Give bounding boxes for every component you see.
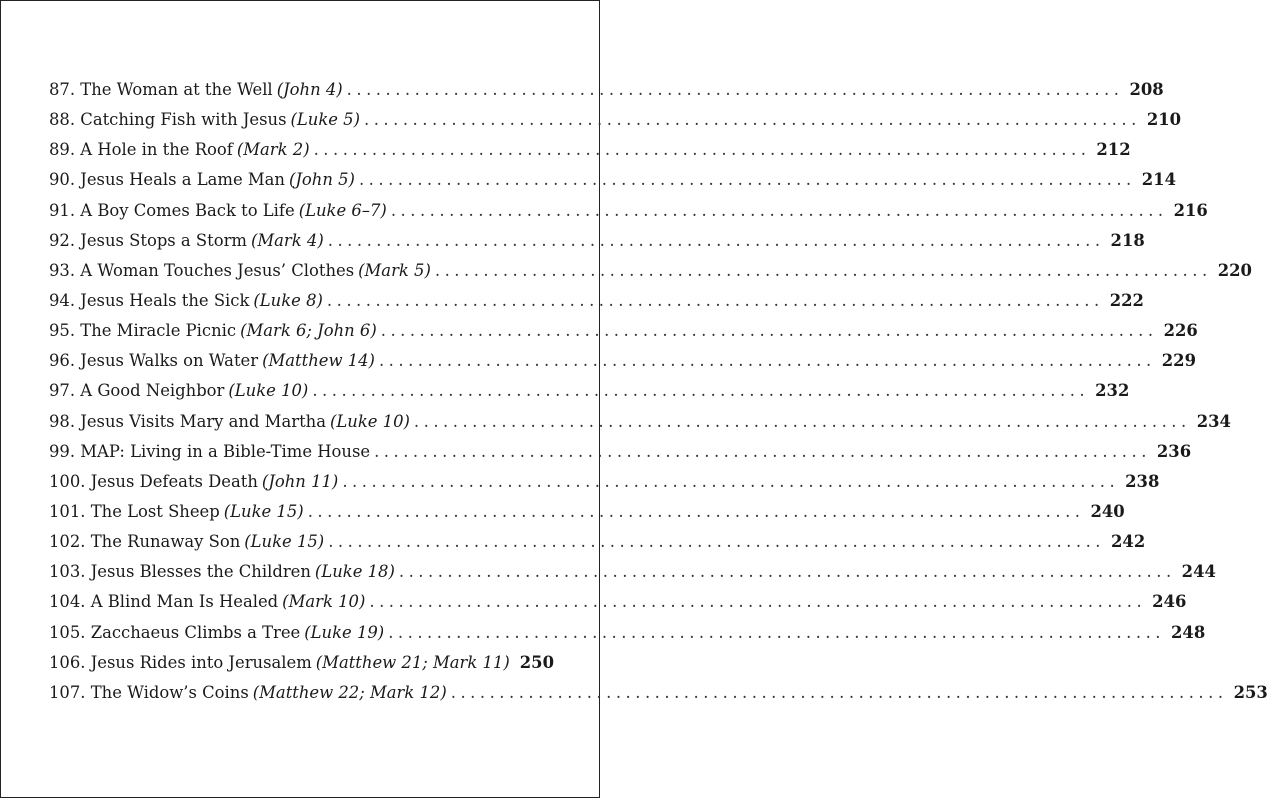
toc-dot-leader: ................................................................................ — [450, 682, 1228, 702]
toc-entry — [49, 349, 1196, 379]
table-of-contents — [49, 78, 1268, 711]
toc-entry-title: 87. The Woman at the Well — [49, 80, 273, 99]
toc-entry-title: 91. A Boy Comes Back to Life — [49, 200, 295, 220]
toc-dot-leader: ................................................................................ — [313, 140, 1091, 160]
toc-entry-scripture-ref: (Luke 8) — [253, 290, 323, 310]
toc-dot-leader: ................................................................................ — [364, 110, 1141, 130]
toc-entry-scripture-ref: (John 11) — [261, 471, 339, 491]
toc-entry-page-number: 210 — [1146, 110, 1182, 130]
toc-dot-leader: ................................................................................ — [326, 290, 1104, 310]
toc-entry-scripture-ref: (John 4) — [276, 80, 343, 99]
toc-entry — [49, 681, 1268, 711]
toc-entry-title: 98. Jesus Visits Mary and Martha — [49, 411, 326, 431]
toc-entry — [49, 229, 1145, 259]
toc-entry-page-number: 240 — [1090, 501, 1125, 521]
toc-entry-page-number: 236 — [1156, 441, 1192, 461]
toc-entry — [49, 108, 1182, 138]
toc-entry — [49, 379, 1130, 409]
toc-entry — [49, 138, 1131, 168]
toc-entry-page-number: 253 — [1233, 682, 1268, 702]
toc-entry-title: 94. Jesus Heals the Sick — [49, 290, 250, 310]
toc-entry — [49, 440, 1192, 470]
toc-entry-title: 92. Jesus Stops a Storm — [49, 230, 247, 250]
toc-entry — [49, 651, 554, 681]
toc-entry-page-number: 229 — [1161, 351, 1196, 371]
toc-dot-leader: ................................................................................ — [413, 411, 1191, 431]
toc-entry-scripture-ref: (Luke 10) — [329, 411, 410, 431]
toc-entry-page-number: 248 — [1171, 622, 1206, 642]
toc-dot-leader: ................................................................................ — [380, 321, 1158, 341]
toc-entry-title: 93. A Woman Touches Jesus’ Clothes — [49, 260, 355, 280]
toc-entry-scripture-ref: (Mark 4) — [250, 230, 324, 250]
toc-dot-leader: ................................................................................ — [312, 381, 1090, 401]
toc-dot-leader: ................................................................................ — [388, 622, 1166, 642]
toc-entry-scripture-ref: (Matthew 21; Mark 11) — [315, 652, 510, 672]
toc-entry-scripture-ref: (Mark 6; John 6) — [240, 321, 377, 341]
toc-dot-leader: ................................................................................ — [398, 562, 1176, 582]
toc-entry-page-number: 226 — [1163, 321, 1198, 341]
toc-entry — [49, 590, 1187, 620]
toc-entry-title: 105. Zacchaeus Climbs a Tree — [49, 622, 301, 642]
toc-entry-scripture-ref: (Matthew 14) — [262, 351, 375, 371]
toc-entry — [49, 621, 1206, 651]
toc-entry-title: 90. Jesus Heals a Lame Man — [49, 170, 285, 190]
toc-entry-page-number: 208 — [1129, 80, 1164, 99]
toc-entry — [49, 560, 1216, 590]
toc-entry-scripture-ref: (John 5) — [288, 170, 355, 190]
toc-entry-page-number: 218 — [1110, 230, 1145, 250]
toc-entry — [49, 470, 1160, 500]
toc-dot-leader: ................................................................................ — [434, 260, 1212, 280]
toc-dot-leader: ................................................................................ — [328, 532, 1106, 552]
toc-dot-leader: ................................................................................ — [369, 592, 1147, 612]
toc-entry-title: 97. A Good Neighbor — [49, 381, 225, 401]
toc-dot-leader: ................................................................................ — [346, 80, 1124, 99]
toc-entry-scripture-ref: (Luke 5) — [290, 110, 360, 130]
toc-entry — [49, 410, 1231, 440]
toc-entry-title: 100. Jesus Defeats Death — [49, 471, 258, 491]
toc-entry-scripture-ref: (Luke 19) — [304, 622, 385, 642]
toc-entry — [49, 199, 1208, 229]
toc-dot-leader: ................................................................................ — [374, 441, 1151, 461]
toc-entry-title: 101. The Lost Sheep — [49, 501, 220, 521]
toc-entry-page-number: 244 — [1181, 562, 1216, 582]
toc-entry-page-number: 234 — [1196, 411, 1231, 431]
toc-entry-scripture-ref: (Mark 5) — [358, 260, 431, 280]
toc-dot-leader: ................................................................................ — [342, 471, 1120, 491]
toc-entry-page-number: 238 — [1125, 471, 1160, 491]
toc-entry-page-number: 214 — [1141, 170, 1176, 190]
toc-entry — [49, 259, 1252, 289]
toc-entry-page-number: 242 — [1111, 532, 1146, 552]
toc-entry — [49, 78, 1164, 108]
toc-entry-title: 96. Jesus Walks on Water — [49, 351, 259, 371]
toc-entry-page-number: 250 — [519, 652, 554, 672]
toc-entry-page-number: 212 — [1096, 140, 1131, 160]
toc-entry-title: 103. Jesus Blesses the Children — [49, 562, 311, 582]
toc-entry-title: 88. Catching Fish with Jesus — [49, 110, 287, 130]
toc-dot-leader: ................................................................................ — [307, 501, 1085, 521]
toc-entry-scripture-ref: (Luke 18) — [314, 562, 395, 582]
toc-entry-scripture-ref: (Luke 15) — [223, 501, 304, 521]
toc-entry-page-number: 232 — [1095, 381, 1130, 401]
toc-dot-leader: ................................................................................ — [390, 200, 1168, 220]
toc-entry-title: 107. The Widow’s Coins — [49, 682, 249, 702]
toc-entry-page-number: 246 — [1152, 592, 1187, 612]
toc-entry — [49, 168, 1176, 198]
toc-entry-title: 102. The Runaway Son — [49, 532, 241, 552]
toc-entry-scripture-ref: (Mark 10) — [282, 592, 366, 612]
toc-entry-title: 99. MAP: Living in a Bible-Time House — [49, 441, 371, 461]
toc-entry-scripture-ref: (Luke 6–7) — [298, 200, 387, 220]
toc-entry-scripture-ref: (Luke 10) — [228, 381, 309, 401]
toc-entry — [49, 530, 1146, 560]
toc-dot-leader: ................................................................................ — [327, 230, 1105, 250]
toc-entry — [49, 319, 1198, 349]
toc-entry-title: 104. A Blind Man Is Healed — [49, 592, 279, 612]
toc-entry-scripture-ref: (Matthew 22; Mark 12) — [252, 682, 447, 702]
toc-entry-title: 95. The Miracle Picnic — [49, 321, 237, 341]
toc-entry-title: 106. Jesus Rides into Jerusalem — [49, 652, 312, 672]
toc-entry-scripture-ref: (Luke 15) — [244, 532, 325, 552]
toc-entry — [49, 500, 1125, 530]
toc-dot-leader: ................................................................................ — [378, 351, 1156, 371]
toc-entry-page-number: 222 — [1109, 290, 1144, 310]
toc-entry-title: 89. A Hole in the Roof — [49, 140, 233, 160]
toc-dot-leader: ................................................................................ — [358, 170, 1136, 190]
toc-entry-scripture-ref: (Mark 2) — [236, 140, 310, 160]
toc-entry-page-number: 216 — [1173, 200, 1208, 220]
toc-entry-page-number: 220 — [1217, 260, 1252, 280]
toc-entry — [49, 289, 1144, 319]
